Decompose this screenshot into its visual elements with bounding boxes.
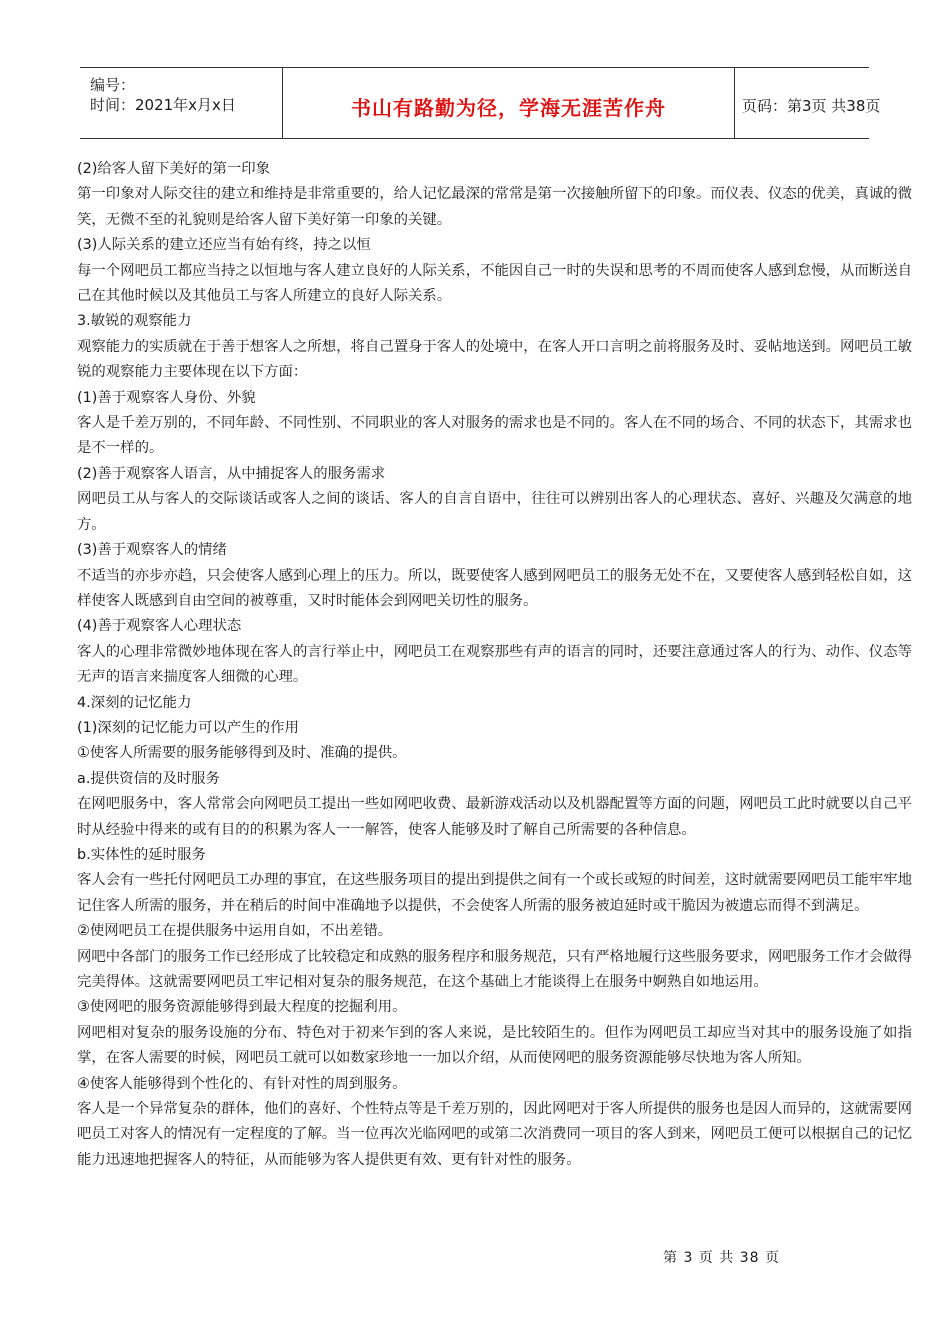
paragraph: 网吧相对复杂的服务设施的分布、特色对于初来乍到的客人来说，是比较陌生的。但作为网吧员工却应当对其中的服务设施了如指掌，在客人需要的时候，网吧员工就可以如数家珍地一一加以介绍，从而使网吧的服务资源能够尽快地为客人所知。 <box>77 1024 912 1067</box>
paragraph: 观察能力的实质就在于善于想客人之所想，将自己置身于客人的处境中，在客人开口言明之前将服务及时、妥帖地送到。网吧员工敏锐的观察能力主要体现在以下方面： <box>77 338 912 381</box>
subheading: (2)给客人留下美好的第一印象 <box>77 161 271 177</box>
subheading: (4)善于观察客人心理状态 <box>77 618 242 635</box>
list-item-heading: ④使客人能够得到个性化的、有针对性的周到服务。 <box>77 1075 407 1092</box>
paragraph: 客人是千差万别的，不同年龄、不同性别、不同职业的客人对服务的需求也是不同的。客人在不同的场合、不同的状态下，其需求也是不一样的。 <box>77 415 912 457</box>
section-heading: 4.深刻的记忆能力 <box>77 694 192 711</box>
header-motto-cell <box>282 68 735 138</box>
header-left-cell <box>80 68 282 138</box>
motto: 书山有路勤为径，学海无涯苦作舟 <box>351 96 666 120</box>
paragraph: 第一印象对人际交往的建立和维持是非常重要的，给人记忆最深的常常是第一次接触所留下的印象。而仪表、仪态的优美，真诚的微笑，无微不至的礼貌则是给客人留下美好第一印象的关键。 <box>77 186 912 228</box>
subheading: (1)深刻的记忆能力可以产生的作用 <box>77 719 299 736</box>
section-heading: 3.敏锐的观察能力 <box>77 313 192 330</box>
paragraph: 不适当的亦步亦趋，只会使客人感到心理上的压力。所以，既要使客人感到网吧员工的服务无处不在，又要使客人感到轻松自如，这样使客人既感到自由空间的被尊重，又时时能体会到网吧关切性的服务。 <box>77 567 912 609</box>
serial-number-label: 编号： <box>90 76 136 94</box>
paragraph: 在网吧服务中，客人常常会向网吧员工提出一些如网吧收费、最新游戏活动以及机器配置等方面的问题，网吧员工此时就要以自己平时从经验中得来的或有目的的积累为客人一一解答，使客人能够及时了解自己所需要的各种信息。 <box>77 796 912 838</box>
paragraph: 客人是一个异常复杂的群体，他们的喜好、个性特点等是千差万别的，因此网吧对于客人所提供的服务也是因人而异的，这就需要网吧员工对客人的情况有一定程度的了解。当一位再次光临网吧的或第二次消费同一项目的客人到来，网吧员工便可以根据自己的记忆能力迅速地把握客人的特征，从而能够为客人提供更有效、更有针对性的服务。 <box>77 1101 912 1168</box>
header-page-cell <box>734 68 881 138</box>
page-footer: 第 3 页 共 38 页 <box>663 1250 780 1266</box>
subheading: (2)善于观察客人语言，从中捕捉客人的服务需求 <box>77 465 386 482</box>
paragraph: 每一个网吧员工都应当持之以恒地与客人建立良好的人际关系，不能因自己一时的失误和思考的不周而使客人感到怠慢，从而断送自己在其他时候以及其他员工与客人所建立的良好人际关系。 <box>77 262 912 305</box>
list-item-heading: ②使网吧员工在提供服务中运用自如，不出差错。 <box>77 923 393 940</box>
list-item-heading: ①使客人所需要的服务能够得到及时、准确的提供。 <box>77 745 407 762</box>
subheading: (3)善于观察客人的情绪 <box>77 542 227 559</box>
list-item-subheading: a.提供资信的及时服务 <box>77 770 220 787</box>
paragraph: 网吧员工从与客人的交际谈话或客人之间的谈话、客人的自言自语中，往往可以辨别出客人的心理状态、喜好、兴趣及欠满意的地方。 <box>77 491 912 533</box>
document-body <box>77 157 912 1173</box>
subheading: (3)人际关系的建立还应当有始有终，持之以恒 <box>77 237 371 254</box>
page-header <box>80 67 881 139</box>
paragraph: 客人的心理非常微妙地体现在客人的言行举止中，网吧员工在观察那些有声的语言的同时，还要注意通过客人的行为、动作、仪态等无声的语言来揣度客人细微的心理。 <box>77 643 912 686</box>
subheading: (1)善于观察客人身份、外貌 <box>77 389 256 406</box>
page-number-label: 页码：第3页 共38页 <box>742 97 881 115</box>
date-label: 时间：2021年x月x日 <box>90 96 236 114</box>
paragraph: 客人会有一些托付网吧员工办理的事宜，在这些服务项目的提出到提供之间有一个或长或短的时间差，这时就需要网吧员工能牢牢地记住客人所需的服务，并在稍后的时间中准确地予以提供，不会使客人所需的服务被迫延时或干脆因为被遗忘而得不到满足。 <box>77 872 912 914</box>
list-item-subheading: b.实体性的延时服务 <box>77 846 206 863</box>
list-item-heading: ③使网吧的服务资源能够得到最大程度的挖掘利用。 <box>77 999 407 1016</box>
paragraph: 网吧中各部门的服务工作已经形成了比较稳定和成熟的服务程序和服务规范，只有严格地履行这些服务要求，网吧服务工作才会做得完美得体。这就需要网吧员工牢记相对复杂的服务规范，在这个基础上才能谈得上在服务中婀熟自如地运用。 <box>77 948 912 990</box>
